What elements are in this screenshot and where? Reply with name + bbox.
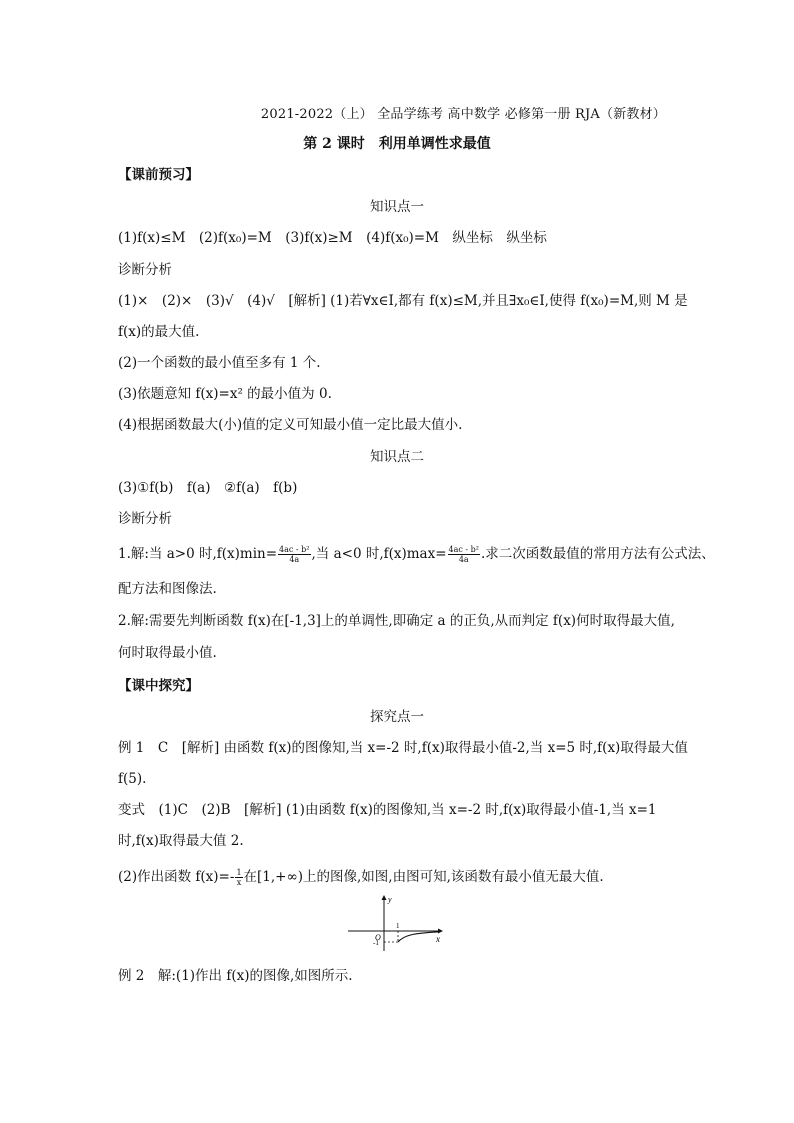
variant-text-b: 在[1,+∞)上的图像,如图,由图可知,该函数有最小值无最大值. [243,869,604,885]
max-value-fraction [448,545,480,564]
diagnosis-1-line-2: f(x)的最大值. [118,324,200,340]
diagnosis-1-line-1: (1)× (2)× (3)√ (4)√ [解析] (1)若∀x∈I,都有 f(x)≤M,并且∃x₀∈I,使得 f(x₀)=M,则 M 是 [118,293,688,309]
variant-line-2: 时,f(x)取得最大值 2. [118,833,244,849]
knowledge-point-2-heading: 知识点二 [370,449,424,465]
variant-line-1: 变式 (1)C (2)B [解析] (1)由函数 f(x)的图像知,当 x=-2 时,f(x)取得最小值-1,当 x=1 [118,802,657,818]
fraction-numerator: 1 [236,868,242,877]
y-axis-arrow-icon [382,895,387,900]
diagnosis-1-line-5: (4)根据函数最大(小)值的定义可知最小值一定比最大值小. [118,417,463,433]
x-axis-label: x [436,934,440,944]
curve-negative-reciprocal [398,932,440,942]
fraction-denominator: x [236,878,242,887]
diagnosis-1-line-4: (3)依题意知 f(x)=x² 的最小值为 0. [118,386,332,402]
diagnosis-2-line-1 [118,545,715,564]
diagnosis-heading-1: 诊断分析 [118,262,172,278]
min-value-fraction [278,545,310,564]
example-1-line-1: 例 1 C [解析] 由函数 f(x)的图像知,当 x=-2 时,f(x)取得最小值-2,当 x=5 时,f(x)取得最大值 [118,740,688,756]
x-axis-arrow-icon [438,929,443,934]
variant-text-a: (2)作出函数 f(x)=- [118,869,235,885]
origin-label: O [375,933,381,942]
running-header: 2021-2022（上） 全品学练考 高中数学 必修第一册 RJA（新教材） [260,107,666,122]
diagnosis-1-line-3: (2)一个函数的最小值至多有 1 个. [118,355,321,371]
function-graph [346,893,446,953]
fraction-numerator: 4ac - b² [279,545,310,554]
example-2-line-1: 例 2 解:(1)作出 f(x)的图像,如图所示. [118,968,353,984]
diagnosis-2-text-b: ,当 a<0 时,f(x)max= [311,546,447,562]
fraction-denominator: 4a [458,555,469,564]
section-heading-preview: 【课前预习】 [118,167,199,183]
variant-line-3 [118,868,678,887]
explore-point-1-heading: 探究点一 [370,709,424,725]
section-heading-inclass: 【课中探究】 [118,678,199,694]
example-1-line-2: f(5). [118,771,147,787]
tick-label-one: 1 [396,922,400,930]
diagnosis-2-line-4: 何时取得最小值. [118,645,217,661]
diagnosis-2-line-2: 配方法和图像法. [118,581,217,597]
reciprocal-fraction [235,868,242,887]
fraction-denominator: 4a [289,555,300,564]
y-axis-label: y [388,895,392,904]
knowledge-point-2-answers: (3)①f(b) f(a) ②f(a) f(b) [118,480,298,496]
diagnosis-2-text-a: 1.解:当 a>0 时,f(x)min= [118,546,278,562]
fraction-numerator: 4ac - b² [448,545,480,554]
lesson-title: 第 2 课时 利用单调性求最值 [303,136,491,152]
diagnosis-2-line-3: 2.解:需要先判断函数 f(x)在[-1,3]上的单调性,即确定 a 的正负,从而判定 f(x)何时取得最大值, [118,613,675,629]
diagnosis-2-text-c: .求二次函数最值的常用方法有公式法、 [481,546,715,562]
tick-label-neg-one: -1 [373,939,379,947]
diagnosis-heading-2: 诊断分析 [118,511,172,527]
knowledge-point-1-heading: 知识点一 [370,199,424,215]
knowledge-point-1-answers: (1)f(x)≤M (2)f(x₀)=M (3)f(x)≥M (4)f(x₀)=M 纵坐标 纵坐标 [118,230,547,246]
